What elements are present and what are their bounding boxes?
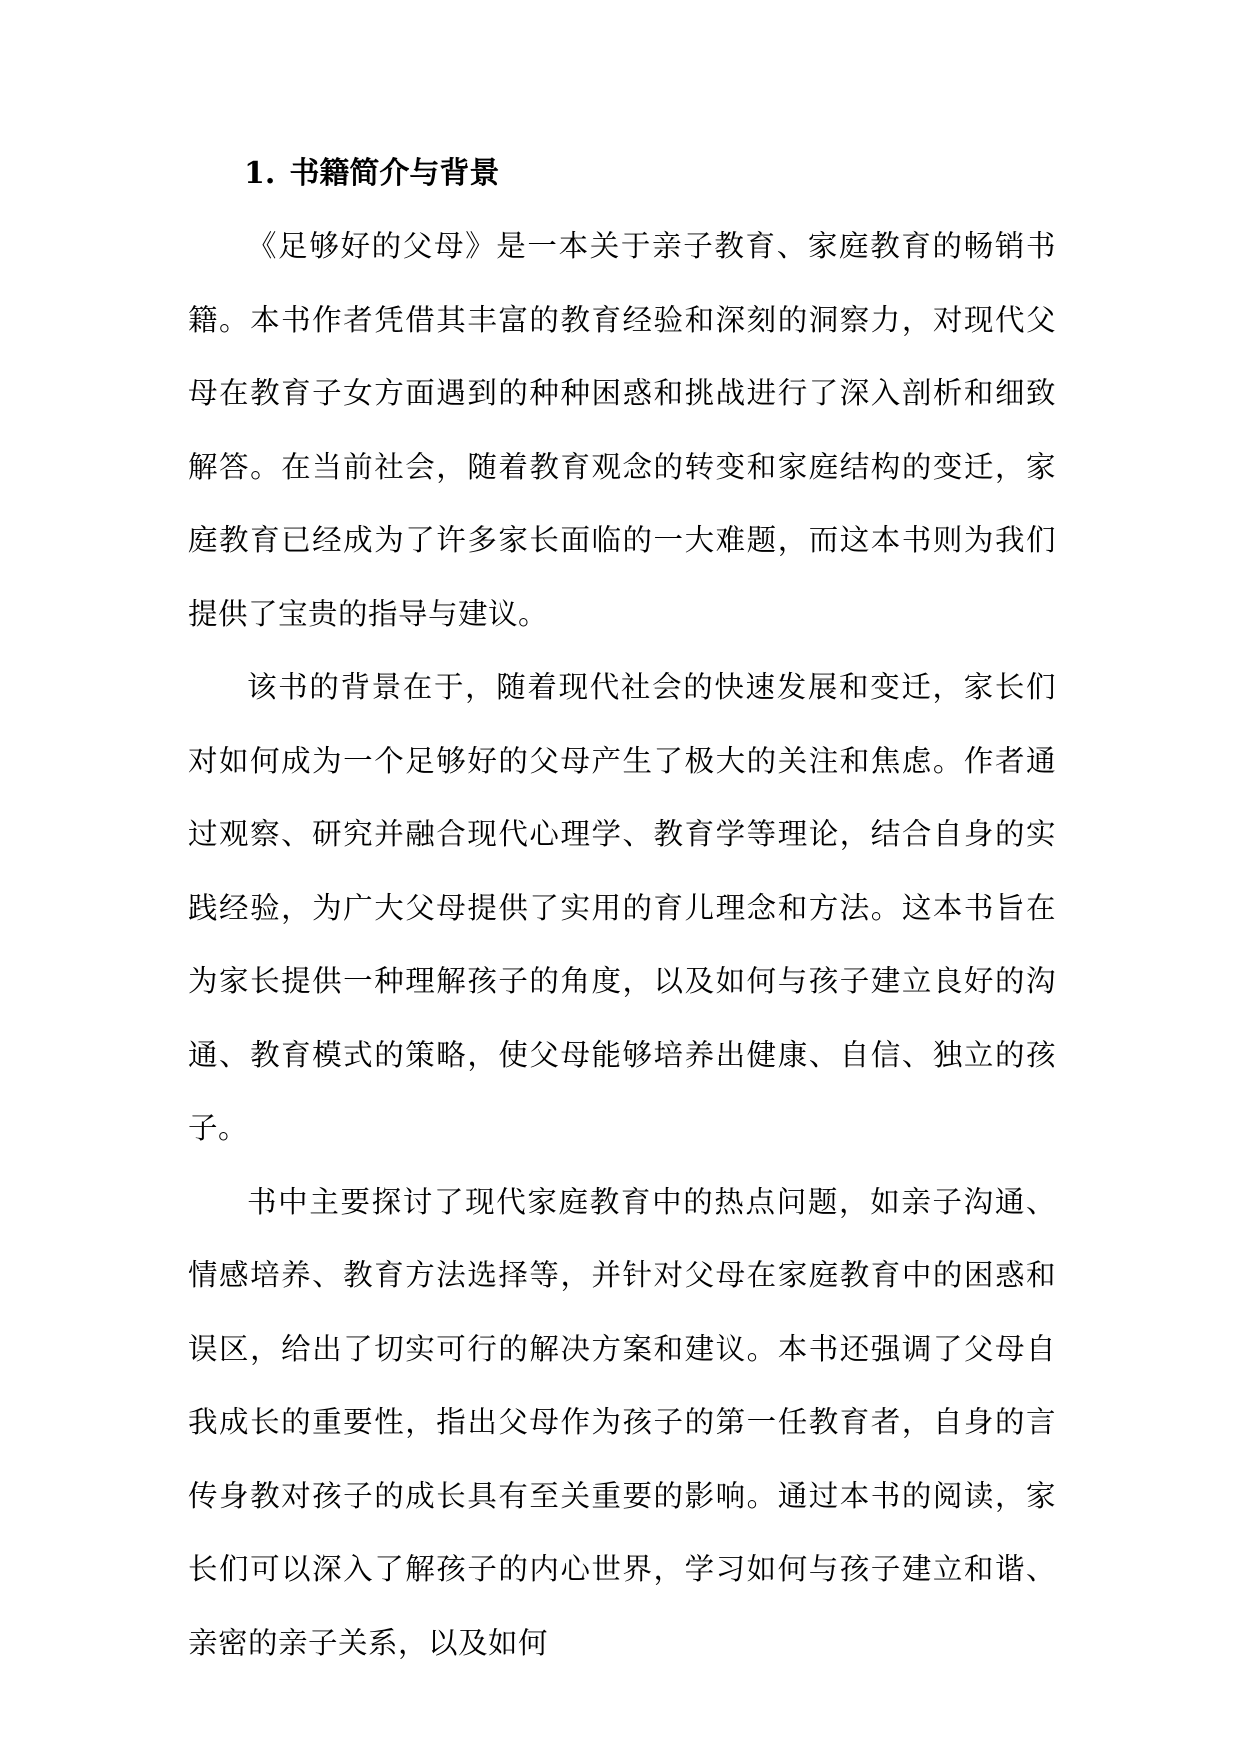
- section-title: 书籍简介与背景: [289, 156, 500, 191]
- document-body: [188, 138, 1056, 1680]
- paragraph-intro: 《足够好的父母》是一本关于亲子教育、家庭教育的畅销书籍。本书作者凭借其丰富的教育经验和深刻的洞察力，对现代父母在教育子女方面遇到的种种困惑和挑战进行了深入剖析和细致解答。在当前社会，随着教育观念的转变和家庭结构的变迁，家庭教育已经成为了许多家长面临的一大难题，而这本书则为我们提供了宝贵的指导与建议。: [188, 229, 1056, 631]
- paragraph-topics: 书中主要探讨了现代家庭教育中的热点问题，如亲子沟通、情感培养、教育方法选择等，并针对父母在家庭教育中的困惑和误区，给出了切实可行的解决方案和建议。本书还强调了父母自我成长的重要性，指出父母作为孩子的第一任教育者，自身的言传身教对孩子的成长具有至关重要的影响。通过本书的阅读，家长们可以深入了解孩子的内心世界，学习如何与孩子建立和谐、亲密的亲子关系，以及如何: [188, 1184, 1056, 1660]
- section-number: 1.: [244, 156, 276, 191]
- section-heading: [188, 138, 1056, 210]
- paragraph-background: 该书的背景在于，随着现代社会的快速发展和变迁，家长们对如何成为一个足够好的父母产生了极大的关注和焦虑。作者通过观察、研究并融合现代心理学、教育学等理论，结合自身的实践经验，为广大父母提供了实用的育儿理念和方法。这本书旨在为家长提供一种理解孩子的角度，以及如何与孩子建立良好的沟通、教育模式的策略，使父母能够培养出健康、自信、独立的孩子。: [188, 670, 1056, 1145]
